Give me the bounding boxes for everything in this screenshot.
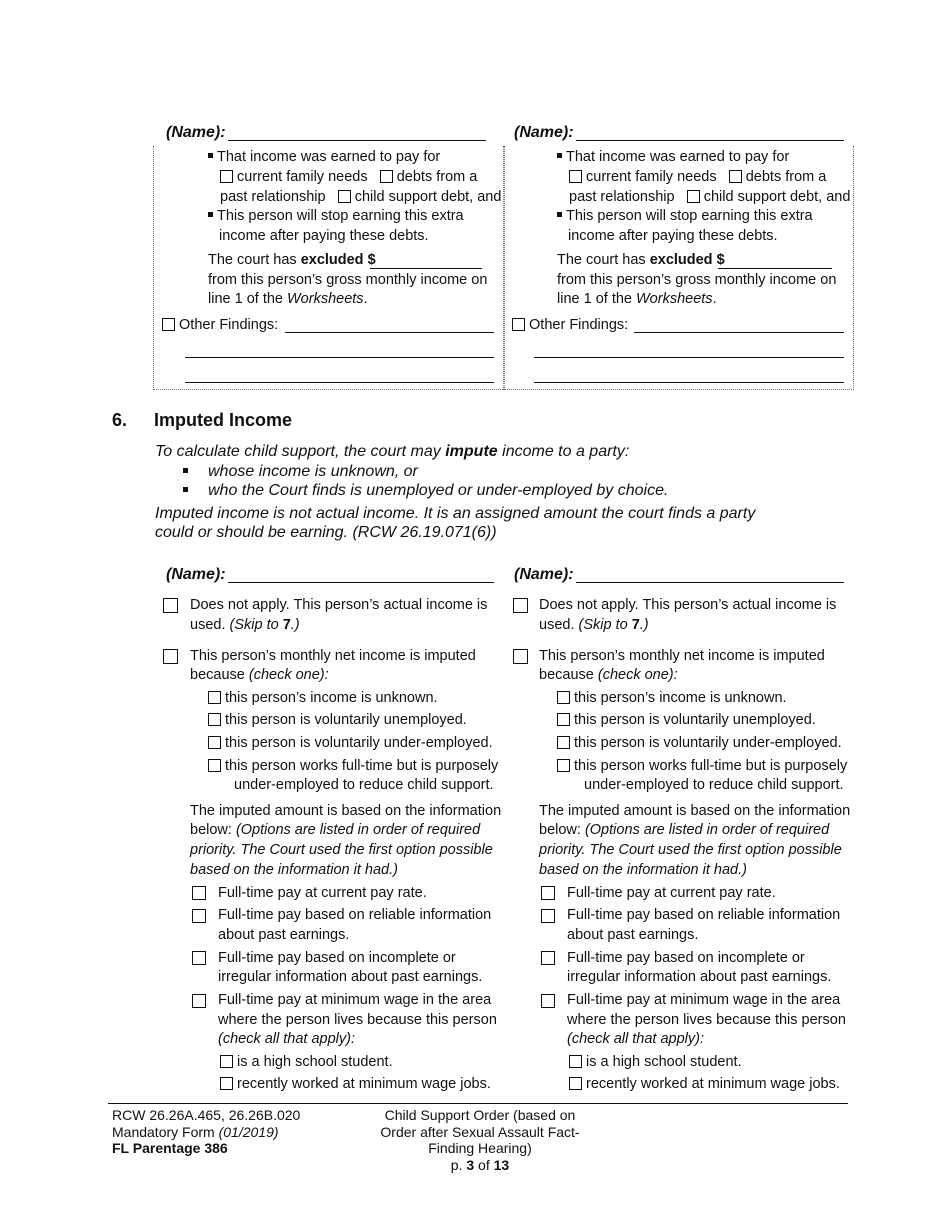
other-findings-row: Other Findings: [512,316,628,336]
imputed-l2: because (check one): [539,667,678,683]
bullet-earned: That income was earned to pay for [557,148,789,168]
option-2-l2: about past earnings. [567,927,699,943]
basis-l3: priority. The Court used the first option possible [190,842,493,858]
reason-checkbox[interactable] [557,736,570,749]
does-not-apply-checkbox[interactable] [163,598,178,613]
footer-left [112,1107,300,1157]
option-2-l1: Full-time pay based on reliable information [218,907,492,923]
basis-l1: The imputed amount is based on the information [190,803,502,819]
other-findings-line-2[interactable] [185,357,494,358]
option-3-l2: irregular information about past earnings. [218,969,483,985]
reason-checkbox[interactable] [208,759,221,772]
bullet-stop: This person will stop earning this extra [208,207,464,227]
name-input[interactable] [576,582,844,583]
option-4-l3: (check all that apply): [218,1031,356,1047]
page-number: p. 3 of 13 [450,1156,510,1173]
bullet-icon [208,153,213,158]
other-findings-input[interactable] [634,332,844,333]
bullet-stop: This person will stop earning this extra [557,207,813,227]
option-1: Full-time pay at current pay rate. [567,885,776,901]
debts-from-checkbox[interactable] [729,170,742,183]
footer-title-l1: Child Support Order (based on [384,1107,576,1123]
child-support-debt-checkbox[interactable] [687,190,700,203]
footer-form-id: FL Parentage 386 [112,1140,228,1156]
debts-from-checkbox[interactable] [380,170,393,183]
reason-checkbox[interactable] [208,736,221,749]
name-input[interactable] [576,140,844,141]
does-not-apply-l1: Does not apply. This person’s actual income is [539,597,837,613]
footer-title-l2: Order after Sexual Assault Fact- [380,1123,580,1140]
name-label: (Name): [514,566,574,583]
option-checkbox[interactable] [541,909,555,923]
imputed-checkbox[interactable] [513,649,528,664]
reason-checkbox[interactable] [557,691,570,704]
basis-l1: The imputed amount is based on the information [539,803,851,819]
basis-l3: priority. The Court used the first option possible [539,842,842,858]
bullet-icon [208,212,213,217]
reason-4-cont: under-employed to reduce child support. [234,777,494,793]
footer-center [360,1107,600,1173]
court-l3: line 1 of the Worksheets. [208,291,368,307]
reason-row: this person works full-time but is purposely [208,757,498,777]
other-findings-checkbox[interactable] [162,318,175,331]
section-number: 6. [112,410,128,430]
reason-row: this person is voluntarily unemployed. [208,711,467,731]
court-excluded: The court has excluded $ [557,252,725,268]
footer-divider [108,1103,848,1104]
bullet-stop-cont: income after paying these debts. [568,228,778,244]
basis-l2: below: (Options are listed in order of required [539,822,830,838]
option-checkbox[interactable] [541,994,555,1008]
option-1: Full-time pay at current pay rate. [218,885,427,901]
sub-option-row: is a high school student. [220,1053,393,1073]
name-label: (Name): [166,124,226,141]
court-l3: line 1 of the Worksheets. [557,291,717,307]
reason-row: this person is voluntarily unemployed. [557,711,816,731]
reason-checkbox[interactable] [557,759,570,772]
option-checkbox[interactable] [192,994,206,1008]
option-checkbox[interactable] [192,886,206,900]
sub-option-checkbox[interactable] [569,1055,582,1068]
option-checkbox[interactable] [541,886,555,900]
option-checkbox[interactable] [541,951,555,965]
excluded-amount-input[interactable] [370,268,482,269]
basis-l2: below: (Options are listed in order of required [190,822,481,838]
other-findings-checkbox[interactable] [512,318,525,331]
option-3-l2: irregular information about past earnings. [567,969,832,985]
reason-row: this person’s income is unknown. [557,689,787,709]
current-family-needs-checkbox[interactable] [569,170,582,183]
section-title: Imputed Income [154,410,293,430]
imputed-l1: This person’s monthly net income is imputed [190,648,476,664]
child-support-debt-checkbox[interactable] [338,190,351,203]
sub-option-row: recently worked at minimum wage jobs. [220,1075,491,1095]
reason-checkbox[interactable] [557,713,570,726]
option-checkbox[interactable] [192,909,206,923]
court-l2: from this person’s gross monthly income on [557,272,837,288]
reason-row: this person is voluntarily under-employed. [557,734,842,754]
name-input[interactable] [228,582,494,583]
sub-option-checkbox[interactable] [569,1077,582,1090]
basis-l4: based on the information it had.) [539,862,747,878]
sub-option-row: is a high school student. [569,1053,742,1073]
does-not-apply-checkbox[interactable] [513,598,528,613]
court-excluded: The court has excluded $ [208,252,376,268]
other-findings-line-2[interactable] [534,357,844,358]
option-2-l2: about past earnings. [218,927,350,943]
intro-bullet-2: who the Court finds is unemployed or under-employed by choice. [183,482,668,500]
option-4-l3: (check all that apply): [567,1031,705,1047]
current-family-needs-checkbox[interactable] [220,170,233,183]
other-findings-line-3[interactable] [185,382,494,383]
bullet-icon [183,468,188,473]
does-not-apply-l2: used. (Skip to 7.) [539,617,649,633]
bullet-earned: That income was earned to pay for [208,148,440,168]
basis-l4: based on the information it had.) [190,862,398,878]
imputed-l1: This person’s monthly net income is imputed [539,648,825,664]
reason-checkbox[interactable] [208,691,221,704]
imputed-l2: because (check one): [190,667,329,683]
imputed-note-l2: could or should be earning. (RCW 26.19.071(6)) [155,524,497,541]
other-findings-row: Other Findings: [162,316,278,336]
reason-checkbox[interactable] [208,713,221,726]
sub-option-checkbox[interactable] [220,1077,233,1090]
name-input[interactable] [228,140,486,141]
purpose-row-2: past relationship child support debt, and [569,189,851,205]
footer-mandatory: Mandatory Form (01/2019) [112,1123,279,1140]
option-3-l1: Full-time pay based on incomplete or [567,950,805,966]
other-findings-input[interactable] [285,332,494,333]
sub-option-row: recently worked at minimum wage jobs. [569,1075,840,1095]
bullet-icon [557,153,562,158]
bullet-icon [557,212,562,217]
court-l2: from this person’s gross monthly income on [208,272,488,288]
excluded-amount-input[interactable] [718,268,832,269]
imputed-note-l1: Imputed income is not actual income. It is an assigned amount the court finds a party [155,505,756,522]
section-intro: To calculate child support, the court may impute income to a party: [155,443,630,460]
purpose-row-2: past relationship child support debt, and [220,189,502,205]
reason-row: this person works full-time but is purposely [557,757,847,777]
option-2-l1: Full-time pay based on reliable information [567,907,841,923]
purpose-row: current family needs debts from a [569,168,826,188]
imputed-checkbox[interactable] [163,649,178,664]
sub-option-checkbox[interactable] [220,1055,233,1068]
option-4-l2: where the person lives because this person [567,1012,846,1028]
does-not-apply-l1: Does not apply. This person’s actual income is [190,597,488,613]
option-checkbox[interactable] [192,951,206,965]
reason-row: this person’s income is unknown. [208,689,438,709]
name-label: (Name): [166,566,226,583]
other-findings-line-3[interactable] [534,382,844,383]
name-label: (Name): [514,124,574,141]
footer-rcw: RCW 26.26A.465, 26.26B.020 [112,1107,301,1123]
option-4-l1: Full-time pay at minimum wage in the area [567,992,841,1008]
footer-title-l3: Finding Hearing) [428,1140,532,1156]
bullet-stop-cont: income after paying these debts. [219,228,429,244]
option-4-l2: where the person lives because this person [218,1012,497,1028]
option-3-l1: Full-time pay based on incomplete or [218,950,456,966]
intro-bullet-1: whose income is unknown, or [183,463,418,481]
reason-4-cont: under-employed to reduce child support. [584,777,844,793]
purpose-row: current family needs debts from a [220,168,477,188]
bullet-icon [183,487,188,492]
option-4-l1: Full-time pay at minimum wage in the area [218,992,492,1008]
reason-row: this person is voluntarily under-employed. [208,734,493,754]
does-not-apply-l2: used. (Skip to 7.) [190,617,300,633]
